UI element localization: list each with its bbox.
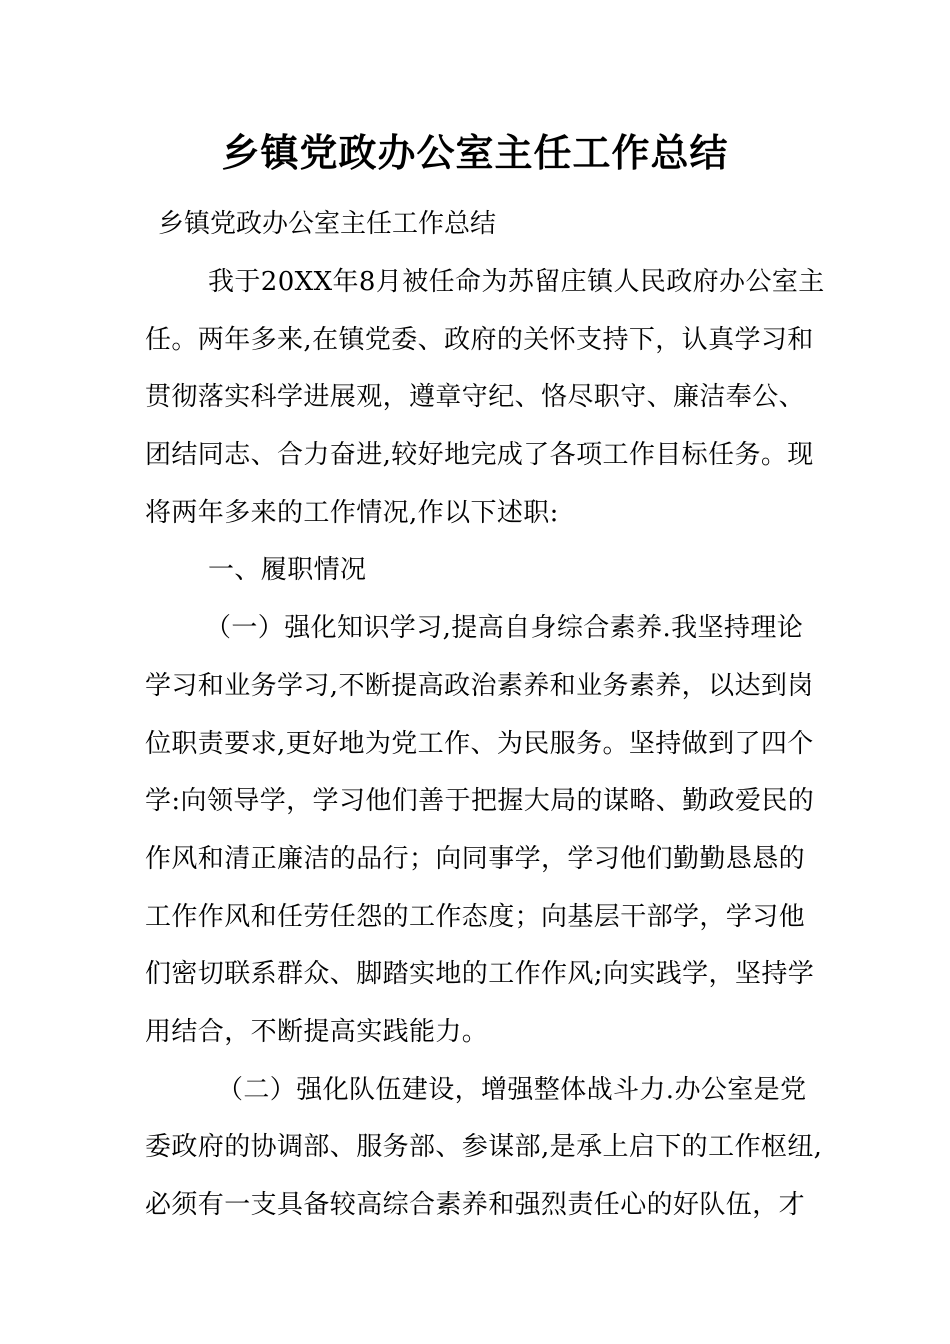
document-title: 乡镇党政办公室主任工作总结 (221, 130, 729, 175)
paragraph-line: 作风和清正廉洁的品行；向同事学，学习他们勤勤恳恳的 (145, 843, 806, 874)
paragraph-line: 学:向领导学，学习他们善于把握大局的谋略、勤政爱民的 (145, 786, 815, 817)
section-heading: 一、履职情况 (208, 555, 367, 586)
paragraph-line: 用结合，不断提高实践能力。 (145, 1016, 489, 1047)
paragraph-line: （一）强化知识学习,提高自身综合素养.我坚持理论 (205, 613, 804, 644)
document-subtitle: 乡镇党政办公室主任工作总结 (158, 209, 497, 239)
paragraph-line: 团结同志、合力奋进,较好地完成了各项工作目标任务。现 (145, 440, 814, 471)
paragraph-line: 委政府的协调部、服务部、参谋部,是承上启下的工作枢纽, (145, 1132, 823, 1163)
paragraph-line: 工作作风和任劳任怨的工作态度；向基层干部学，学习他 (145, 901, 806, 932)
paragraph-line: 我于20XX年8月被任命为苏留庄镇人民政府办公室主 (208, 267, 825, 297)
paragraph-line: （二）强化队伍建设，增强整体战斗力.办公室是党 (217, 1074, 807, 1105)
paragraph-line: 必须有一支具备较高综合素养和强烈责任心的好队伍，才 (145, 1190, 806, 1220)
document-body (145, 262, 825, 1243)
paragraph-line: 任。两年多来,在镇党委、政府的关怀支持下，认真学习和 (145, 324, 814, 355)
paragraph-line: 们密切联系群众、脚踏实地的工作作风;向实践学，坚持学 (145, 959, 815, 990)
paragraph-line: 将两年多来的工作情况,作以下述职: (145, 497, 559, 528)
paragraph-line: 位职责要求,更好地为党工作、为民服务。坚持做到了四个 (145, 728, 814, 759)
paragraph-line: 贯彻落实科学进展观，遵章守纪、恪尽职守、廉洁奉公、 (145, 382, 806, 413)
paragraph-line: 学习和业务学习,不断提高政治素养和业务素养，以达到岗 (145, 670, 814, 701)
